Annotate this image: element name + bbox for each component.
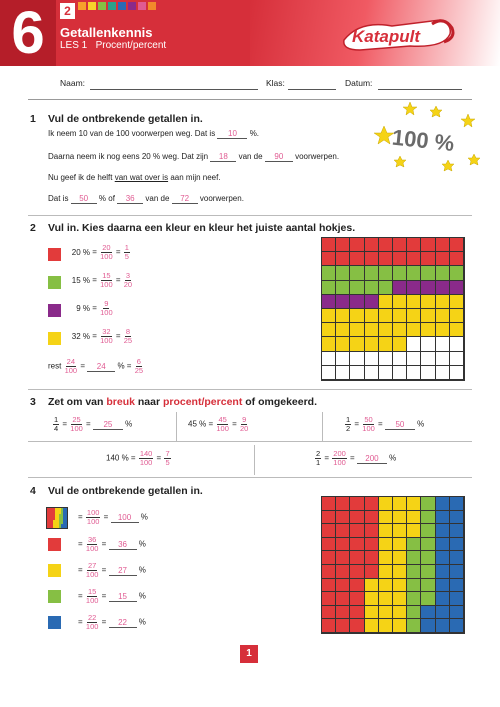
grid-cell: [421, 619, 435, 633]
s1-answer-1[interactable]: 10: [217, 129, 247, 139]
grid-cell: [350, 538, 364, 552]
s1-answer-6[interactable]: 72: [172, 194, 198, 204]
s3-item-1: $\frac{1}{4}$ = $\frac{25}{100}$ = 25 %: [54, 415, 133, 433]
grid-cell: [322, 524, 336, 538]
page-number: 1: [240, 645, 258, 663]
grid-cell: [350, 592, 364, 606]
grid-cell[interactable]: [450, 281, 464, 295]
grid-cell: [350, 579, 364, 593]
grid-cell: [365, 538, 379, 552]
grid-cell[interactable]: [421, 266, 435, 280]
color-swatch-green: [48, 276, 61, 289]
grid-cell: [379, 551, 393, 565]
grid-cell[interactable]: [379, 352, 393, 366]
grid-cell: [450, 551, 464, 565]
grid-cell[interactable]: [407, 352, 421, 366]
grid-cell[interactable]: [379, 366, 393, 380]
grid-cell: [450, 524, 464, 538]
grid-cell: [379, 565, 393, 579]
grid-cell: [450, 592, 464, 606]
grid-cell[interactable]: [393, 323, 407, 337]
grid-cell[interactable]: [336, 309, 350, 323]
grid-cell[interactable]: [322, 295, 336, 309]
s3-item-2: 45 % = $\frac{45}{100}$ = $\frac{9}{20}$: [188, 415, 249, 433]
grid-cell: [365, 579, 379, 593]
date-field[interactable]: [378, 89, 462, 90]
grid-cell: [407, 592, 421, 606]
grid-cell: [407, 551, 421, 565]
grid-cell: [379, 606, 393, 620]
grid-cell: [322, 579, 336, 593]
grid-cell: [365, 592, 379, 606]
s4-answer-2[interactable]: 36: [109, 540, 137, 550]
grid-cell: [436, 592, 450, 606]
grid-cell[interactable]: [350, 352, 364, 366]
grid-cell: [436, 565, 450, 579]
grid-cell[interactable]: [350, 266, 364, 280]
s3-answer-1[interactable]: 25: [93, 420, 123, 430]
grid-cell: [421, 538, 435, 552]
grid-cell[interactable]: [336, 252, 350, 266]
grid-cell[interactable]: [436, 281, 450, 295]
section-3-number: 3: [30, 396, 36, 408]
grid-cell: [393, 524, 407, 538]
grid-cell: [436, 579, 450, 593]
grid-cell[interactable]: [421, 309, 435, 323]
grid-cell: [407, 579, 421, 593]
grid-cell[interactable]: [336, 238, 350, 252]
color-swatch-yellow: [48, 564, 61, 577]
grid-cell[interactable]: [421, 281, 435, 295]
grid-cell: [436, 497, 450, 511]
grid-cell: [421, 579, 435, 593]
grid-cell: [336, 606, 350, 620]
s4-row-3: = $\frac{27}{100}$ = 27 %: [78, 561, 146, 579]
grid-cell[interactable]: [350, 238, 364, 252]
s1-answer-5[interactable]: 36: [117, 194, 143, 204]
grid-cell[interactable]: [450, 337, 464, 351]
grid-cell: [365, 606, 379, 620]
s4-answer-3[interactable]: 27: [109, 566, 137, 576]
grid-cell[interactable]: [350, 323, 364, 337]
grid-cell: [421, 592, 435, 606]
grid-cell: [421, 497, 435, 511]
grid-cell: [336, 524, 350, 538]
s1-line-4: Dat is 50 % of 36 van de 72 voorwerpen.: [48, 194, 244, 203]
grid-cell: [407, 524, 421, 538]
grid-cell[interactable]: [393, 309, 407, 323]
grid-cell[interactable]: [421, 238, 435, 252]
grid-cell[interactable]: [336, 337, 350, 351]
grid-cell[interactable]: [365, 266, 379, 280]
grid-cell[interactable]: [407, 366, 421, 380]
cell-divider: [254, 445, 255, 475]
mini-grid-cell: [65, 526, 67, 528]
grid-cell[interactable]: [322, 309, 336, 323]
section-1-number: 1: [30, 113, 36, 125]
grid-cell[interactable]: [393, 366, 407, 380]
grid-cell[interactable]: [365, 337, 379, 351]
s3-item-4: 140 % = $\frac{140}{100}$ = $\frac{7}{5}$: [106, 449, 170, 467]
grid-cell: [393, 511, 407, 525]
grid-cell: [436, 619, 450, 633]
grid-cell: [379, 579, 393, 593]
grid-cell[interactable]: [407, 252, 421, 266]
color-swatch-red: [48, 538, 61, 551]
grid-cell[interactable]: [407, 337, 421, 351]
grid-cell[interactable]: [407, 309, 421, 323]
grid-cell[interactable]: [322, 266, 336, 280]
grid-cell: [379, 538, 393, 552]
grid-cell[interactable]: [450, 323, 464, 337]
divider: [28, 441, 472, 442]
grid-cell[interactable]: [450, 266, 464, 280]
grid-cell: [421, 565, 435, 579]
s1-answer-4[interactable]: 50: [71, 194, 97, 204]
grid-cell: [350, 565, 364, 579]
grid-cell: [336, 592, 350, 606]
grid-cell[interactable]: [365, 238, 379, 252]
s4-row-2: = $\frac{36}{100}$ = 36 %: [78, 535, 146, 553]
grid-cell[interactable]: [350, 281, 364, 295]
section-1-heading: Vul de ontbrekende getallen in.: [48, 113, 203, 125]
s4-row-1: = $\frac{100}{100}$ = 100 %: [78, 508, 148, 526]
grid-cell[interactable]: [379, 323, 393, 337]
grid-cell[interactable]: [365, 366, 379, 380]
s1-line-3: Nu geef ik de helft van wat over is aan mijn neef.: [48, 173, 221, 182]
grid-cell: [407, 606, 421, 620]
grid-cell[interactable]: [350, 309, 364, 323]
grid-cell: [393, 538, 407, 552]
s3-answer-5[interactable]: 200: [357, 454, 387, 464]
s3-answer-3[interactable]: 50: [385, 420, 415, 430]
grid-cell[interactable]: [322, 252, 336, 266]
s2-row-3: 9 % = $\frac{9}{100}$: [76, 299, 113, 317]
cell-divider: [322, 412, 323, 441]
grid-cell: [379, 497, 393, 511]
svg-text:100 %: 100 %: [390, 124, 456, 157]
grid-cell[interactable]: [379, 252, 393, 266]
grid-cell[interactable]: [450, 366, 464, 380]
s4-answer-5[interactable]: 22: [109, 618, 137, 628]
grid-cell[interactable]: [393, 266, 407, 280]
date-label: Datum:: [345, 78, 373, 88]
grid-cell[interactable]: [379, 266, 393, 280]
grade-number: 6: [0, 0, 56, 66]
grid-cell: [393, 551, 407, 565]
grid-cell: [350, 619, 364, 633]
katapult-logo: [340, 14, 460, 54]
divider: [28, 477, 472, 478]
grid-cell[interactable]: [436, 238, 450, 252]
grid-cell[interactable]: [407, 238, 421, 252]
grid-cell: [379, 511, 393, 525]
grid-cell[interactable]: [421, 366, 435, 380]
grid-cell: [322, 497, 336, 511]
grid-cell[interactable]: [393, 238, 407, 252]
s2-rest-answer[interactable]: 24: [87, 362, 115, 372]
grid-cell[interactable]: [421, 352, 435, 366]
grid-cell[interactable]: [450, 295, 464, 309]
grid-cell[interactable]: [436, 366, 450, 380]
grid-cell: [336, 538, 350, 552]
s4-answer-4[interactable]: 15: [109, 592, 137, 602]
grid-cell[interactable]: [436, 266, 450, 280]
section-2-number: 2: [30, 222, 36, 234]
grid-cell[interactable]: [322, 238, 336, 252]
grid-cell[interactable]: [322, 337, 336, 351]
grid-cell: [436, 551, 450, 565]
grid-cell[interactable]: [421, 323, 435, 337]
grid-cell: [393, 606, 407, 620]
color-swatch-red: [48, 248, 61, 261]
divider: [28, 389, 472, 390]
grid-cell: [365, 565, 379, 579]
grid-cell: [450, 606, 464, 620]
grid-cell: [407, 619, 421, 633]
grid-cell[interactable]: [336, 366, 350, 380]
grid-cell[interactable]: [421, 337, 435, 351]
grid-cell[interactable]: [436, 323, 450, 337]
grid-cell[interactable]: [350, 295, 364, 309]
grid-cell[interactable]: [407, 295, 421, 309]
grid-cell: [350, 606, 364, 620]
grid-cell: [393, 619, 407, 633]
grid-cell[interactable]: [436, 295, 450, 309]
unit-number: 2: [60, 3, 75, 19]
grid-cell: [393, 497, 407, 511]
grid-cell: [421, 524, 435, 538]
color-swatch-blue: [48, 616, 61, 629]
grid-cell[interactable]: [450, 352, 464, 366]
grid-cell[interactable]: [322, 366, 336, 380]
grid-cell[interactable]: [436, 337, 450, 351]
grid-cell[interactable]: [336, 352, 350, 366]
grid-cell: [365, 619, 379, 633]
grid-cell: [322, 565, 336, 579]
grid-cell: [436, 524, 450, 538]
grid-cell[interactable]: [407, 266, 421, 280]
svg-text:Katapult: Katapult: [352, 27, 420, 46]
grid-cell[interactable]: [350, 252, 364, 266]
class-label: Klas:: [266, 78, 285, 88]
grid-cell[interactable]: [336, 295, 350, 309]
grid-cell[interactable]: [322, 281, 336, 295]
grid-cell: [393, 579, 407, 593]
color-swatch-yellow: [48, 332, 61, 345]
grid-cell: [450, 497, 464, 511]
grid-cell: [350, 551, 364, 565]
grid-cell[interactable]: [322, 352, 336, 366]
grid-cell[interactable]: [336, 266, 350, 280]
stars-badge: [370, 98, 480, 176]
grid-cell: [450, 619, 464, 633]
grid-cell: [365, 511, 379, 525]
grid-cell: [350, 524, 364, 538]
s1-line-1: Ik neem 10 van de 100 voorwerpen weg. Dat is 10 %.: [48, 129, 260, 138]
s1-answer-3[interactable]: 90: [265, 152, 293, 162]
grid-cell: [336, 497, 350, 511]
grid-cell: [350, 497, 364, 511]
grid-cell[interactable]: [365, 323, 379, 337]
grid-cell[interactable]: [436, 352, 450, 366]
grid-cell[interactable]: [436, 252, 450, 266]
name-field[interactable]: [90, 89, 258, 90]
grid-cell: [379, 619, 393, 633]
section-4-number: 4: [30, 485, 36, 497]
s3-item-3: $\frac{1}{2}$ = $\frac{50}{100}$ = 50 %: [346, 415, 425, 433]
section-4-heading: Vul de ontbrekende getallen in.: [48, 485, 203, 497]
grid-cell[interactable]: [336, 281, 350, 295]
chapter-title: Getallenkennis: [60, 25, 153, 40]
grid-cell: [407, 511, 421, 525]
grid-cell[interactable]: [350, 337, 364, 351]
grid-cell: [336, 565, 350, 579]
grid-cell: [393, 565, 407, 579]
grid-cell[interactable]: [393, 252, 407, 266]
grid-cell: [393, 592, 407, 606]
grid-cell[interactable]: [450, 238, 464, 252]
grid-cell[interactable]: [350, 366, 364, 380]
s2-row-4: 32 % = $\frac{32}{100}$ = $\frac{8}{25}$: [71, 327, 133, 345]
grid-cell: [379, 524, 393, 538]
grid-cell: [336, 619, 350, 633]
grid-cell: [421, 551, 435, 565]
grid-cell[interactable]: [379, 309, 393, 323]
hundred-grid-section-2[interactable]: [321, 237, 465, 381]
grid-cell: [436, 511, 450, 525]
section-2-heading: Vul in. Kies daarna een kleur en kleur het juiste aantal hokjes.: [48, 222, 356, 234]
class-field[interactable]: [288, 89, 336, 90]
grid-cell: [436, 606, 450, 620]
grid-cell: [450, 565, 464, 579]
grid-cell: [350, 511, 364, 525]
grid-cell: [322, 551, 336, 565]
grid-cell: [379, 592, 393, 606]
grid-cell: [436, 538, 450, 552]
grid-cell[interactable]: [379, 295, 393, 309]
grid-cell: [421, 606, 435, 620]
grid-cell: [365, 551, 379, 565]
grid-cell[interactable]: [393, 352, 407, 366]
grid-cell: [407, 497, 421, 511]
grid-cell: [450, 511, 464, 525]
grid-cell[interactable]: [393, 281, 407, 295]
grid-cell[interactable]: [365, 352, 379, 366]
lesson-title: LES 1 Procent/percent: [60, 40, 167, 51]
grid-cell[interactable]: [365, 309, 379, 323]
grid-cell[interactable]: [450, 309, 464, 323]
unit-colors: [78, 2, 156, 10]
s3-item-5: $\frac{2}{1}$ = $\frac{200}{100}$ = 200 %: [316, 449, 397, 467]
grid-cell[interactable]: [393, 295, 407, 309]
grid-cell: [336, 511, 350, 525]
color-swatch-green: [48, 590, 61, 603]
grid-cell[interactable]: [365, 295, 379, 309]
grid-cell[interactable]: [322, 323, 336, 337]
grid-cell[interactable]: [407, 323, 421, 337]
grid-cell: [336, 579, 350, 593]
name-label: Naam:: [60, 78, 86, 88]
grid-cell: [322, 511, 336, 525]
grid-cell[interactable]: [450, 252, 464, 266]
grid-cell: [365, 524, 379, 538]
grid-cell: [407, 538, 421, 552]
grid-cell[interactable]: [393, 337, 407, 351]
grid-cell[interactable]: [336, 323, 350, 337]
grid-cell: [421, 511, 435, 525]
mini-hundred-grid-icon: [46, 507, 68, 529]
grid-cell[interactable]: [379, 337, 393, 351]
s1-line-2: Daarna neem ik nog eens 20 % weg. Dat zijn 18 van de 90 voorwerpen.: [48, 152, 340, 161]
grid-cell[interactable]: [379, 238, 393, 252]
s2-row-2: 15 % = $\frac{15}{100}$ = $\frac{3}{20}$: [71, 271, 133, 289]
cell-divider: [176, 412, 177, 441]
grid-cell[interactable]: [365, 281, 379, 295]
color-swatch-purple: [48, 304, 61, 317]
s1-answer-2[interactable]: 18: [210, 152, 236, 162]
grid-cell: [407, 565, 421, 579]
grid-cell: [322, 592, 336, 606]
grid-cell: [336, 551, 350, 565]
grid-cell[interactable]: [365, 252, 379, 266]
grid-cell[interactable]: [421, 295, 435, 309]
grid-cell[interactable]: [436, 309, 450, 323]
grid-cell: [450, 538, 464, 552]
s2-row-1: 20 % = $\frac{20}{100}$ = $\frac{1}{5}$: [71, 243, 129, 261]
grid-cell[interactable]: [421, 252, 435, 266]
s4-answer-1[interactable]: 100: [111, 513, 139, 523]
grid-cell: [450, 579, 464, 593]
grid-cell: [322, 538, 336, 552]
grid-cell: [322, 606, 336, 620]
grid-cell: [322, 619, 336, 633]
s2-rest-row: rest $\frac{24}{100}$ = 24 % = $\frac{6}{25}$: [48, 357, 144, 375]
s4-row-4: = $\frac{15}{100}$ = 15 %: [78, 587, 146, 605]
s4-row-5: = $\frac{22}{100}$ = 22 %: [78, 613, 146, 631]
hundred-grid-section-4: [321, 496, 465, 634]
grid-cell[interactable]: [407, 281, 421, 295]
grid-cell[interactable]: [379, 281, 393, 295]
grid-cell: [365, 497, 379, 511]
divider: [28, 215, 472, 216]
section-3-heading: Zet om van breuk naar procent/percent of omgekeerd.: [48, 396, 318, 408]
